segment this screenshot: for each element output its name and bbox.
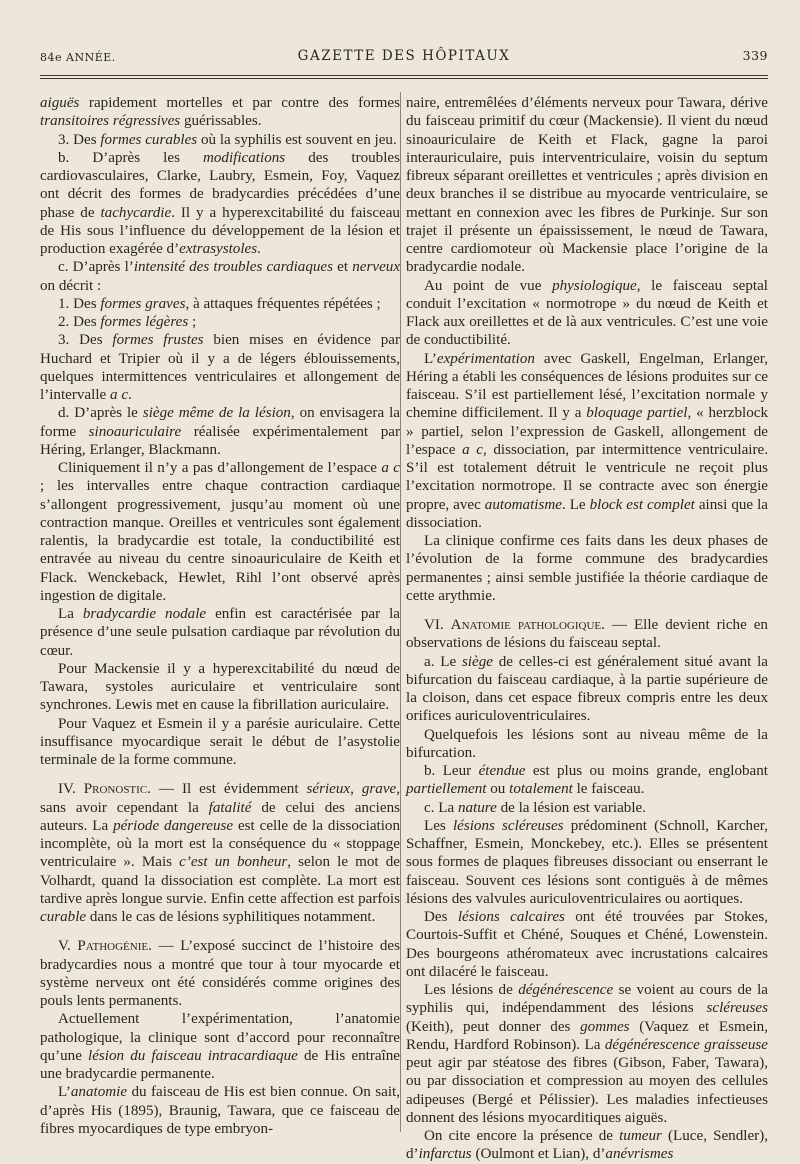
paragraph: Quelquefois les lésions sont au niveau même de la bifurcation. bbox=[406, 726, 768, 761]
paragraph: c. La nature de la lésion est variable. bbox=[424, 799, 647, 816]
paragraph: La bradycardie nodale enfin est caractérisée par la présence d’une seule pulsation cardiaque par révolution du cœur. bbox=[40, 606, 400, 659]
paragraph: L’anatomie du faisceau de His est bien connue. On sait, d’après His (1895), Braunig, Tawara, que ce faisceau de fibres myocardiques de type embryon- bbox=[40, 1084, 400, 1137]
paragraph: d. D’après le siège même de la lésion, on envisagera la forme sinoauriculaire réalisée expérimentalement par Héring, Erlanger, Blackmann. bbox=[40, 405, 400, 458]
page-header bbox=[40, 48, 768, 70]
paragraph: La clinique confirme ces faits dans les deux phases de l’évolution de la forme commune des bradycardies permanentes ; ainsi semble justifiée la théorie cardiaque de cette arythmie. bbox=[406, 533, 768, 604]
column-divider bbox=[400, 92, 401, 1132]
paragraph: 1. Des formes graves, à attaques fréquentes répétées ; bbox=[58, 295, 381, 312]
paragraph: 2. Des formes légères ; bbox=[58, 314, 197, 330]
section-heading-anatomie: VI. Anatomie pathologique. — Elle devient riche en observations de lésions du faisceau septal. bbox=[406, 617, 768, 652]
paragraph: L’expérimentation avec Gaskell, Engelman, Erlanger, Héring a établi les conséquences de lésions produites sur ce faisceau. S’il est partiellement lésé, l’excitation normale y chemine difficilement. Il y a bloquage partiel, « herzblock » partiel, selon l’expression de Gaskell, allongement de l’espace a c, dissociation, par intermittence ventriculaire. S’il est totalement détruit le ventricule ne reçoit plus l’excitation normotrope. Il se contracte avec son énergie propre, avec automatisme. Le block est complet ainsi que la dissociation. bbox=[406, 350, 769, 531]
paragraph: Les lésions de dégénérescence se voient au cours de la syphilis qui, indépendamment des lésions scléreuses (Keith), peut donner des gommes (Vaquez et Esmein, Rendu, Hardford Robinson). La dégénérescence graisseuse peut agir par stéatose des fibres (Gibson, Faber, Tawara), ou par dissociation et compression au moyen des cellules adipeuses (Bergé et Pélissier). Les maladies infectieuses donnent des lésions myocarditiques aiguës. bbox=[406, 982, 768, 1126]
paragraph: naire, entremêlées d’éléments nerveux pour Tawara, dérive du faisceau primitif du cœur (Mackensie). Il vient du nœud sinoauriculaire de Keith et Flack, gagne la paroi interauriculaire, puis interventriculaire, voisin du septum fibreux séparant oreillettes et ventricules ; après division en deux branches il se distribue au myocarde ventriculaire, se mettant en connexion avec les fibres de Purkinje. Sur son trajet il présente un épaississement, le nœud de Tawara, centre cardiomoteur où Mackensie place l’origine de la bradycardie nodale. bbox=[406, 95, 768, 276]
header-rule-top bbox=[40, 75, 768, 76]
paragraph: Au point de vue physiologique, le faisceau septal conduit l’excitation « normotrope » du nœud de Keith et Flack aux oreillettes et de là aux ventricules. C’est une voie de conductibilité. bbox=[406, 277, 768, 349]
paragraph: Les lésions scléreuses prédominent (Schnoll, Karcher, Schaffner, Esmein, Monckebey, etc.). Elles se présentent sous formes de plaques fibreuses dissociant ou enserrant le faisceau. Souvent ces lésions sont contiguës à de mêmes lésions des valvules auriculoventriculaires ou aortiques. bbox=[406, 817, 768, 907]
paragraph: b. D’après les modifications des troubles cardiovasculaires, Clarke, Laubry, Esmein, Foy, Vaquez ont décrit des formes de bradycardies précédées d’une phase de tachycardie. Il y a hyperexcitabilité du faisceau de His sous l’influence du développement de la lésion et production exagérée d’extrasystoles. bbox=[40, 149, 400, 257]
paragraph: a. Le siège de celles-ci est généralement situé avant la bifurcation du faisceau cardiaque, à la partie supérieure de la cloison, dans cet espace fibreux compris entre les deux orifices auriculoventriculaires. bbox=[406, 653, 768, 725]
section-heading-pronostic: IV. Pronostic. — Il est évidemment sérieux, grave, sans avoir cependant la fatalité de celui des anciens auteurs. La période dangereuse est celle de la dissociation incomplète, où la mort est la conséquence du « stoppage ventriculaire ». Mais c’est un bonheur, selon le mot de Volhardt, quand la dissociation est complète. La mort est tardive après longue survie. Enfin cette affection est parfois curable dans le cas de lésions syphilitiques notamment. bbox=[40, 781, 401, 925]
header-rule-bottom bbox=[40, 78, 768, 79]
page-number: 339 bbox=[742, 48, 768, 63]
paragraph: Des lésions calcaires ont été trouvées par Stokes, Courtois-Suffit et Chéné, Souques et Chéné, Lowenstein. Des bourgeons athéromateux avec incrustations calcaires ont dilacéré le faisceau. bbox=[406, 909, 769, 980]
right-column bbox=[406, 94, 768, 1164]
journal-title: GAZETTE DES HÔPITAUX bbox=[297, 48, 511, 64]
paragraph: 3. Des formes curables où la syphilis est souvent en jeu. bbox=[58, 131, 397, 148]
section-heading-pathogenie: V. Pathogénie. — L’exposé succinct de l’histoire des bradycardies nous a montré que tour à tour myocarde et système nerveux ont été considérés comme origines des pouls lents permanents. bbox=[40, 938, 400, 1009]
paragraph: Pour Mackensie il y a hyperexcitabilité du nœud de Tawara, systoles auriculaire et ventriculaire sont synchrones. Lewis met en cause la fibrillation auriculaire. bbox=[40, 660, 400, 714]
paragraph: 3. Des formes frustes bien mises en évidence par Huchard et Tripier où il y a de légers éblouissements, quelques intermittences ventriculaires et allongement de l’intervalle a c. bbox=[40, 332, 401, 403]
paragraph: aiguës rapidement mortelles et par contre des formes transitoires régressives guérissables. bbox=[40, 95, 400, 130]
paragraph: Pour Vaquez et Esmein il y a parésie auriculaire. Cette insuffisance myocardique serait le début de l’asystolie terminale de la forme commune. bbox=[40, 715, 400, 768]
paragraph: b. Leur étendue est plus ou moins grande, englobant partiellement ou totalement le faisceau. bbox=[406, 763, 768, 798]
paragraph: Actuellement l’expérimentation, l’anatomie pathologique, la clinique sont d’accord pour reconnaître qu’une lésion du faisceau intracardiaque de His entraîne une bradycardie permanente. bbox=[40, 1011, 400, 1082]
paragraph: On cite encore la présence de tumeur (Luce, Sendler), d’infarctus (Oulmont et Lian), d’anévrismes bbox=[406, 1128, 768, 1163]
header-year: 84e ANNÉE. bbox=[40, 51, 116, 64]
paragraph: Cliniquement il n’y a pas d’allongement de l’espace a c ; les intervalles entre chaque contraction cardiaque s’allongent progressivement, jusqu’au moment où une contraction manque. Oreilles et ventricules sont également ralentis, la bradycardie est totale, la conductibilité est entravée au niveau du centre sinoauriculaire de Keith et Flack. Wenckeback, Hewlet, Rihl l’ont observé après ingestion de digitale. bbox=[40, 460, 400, 604]
paragraph: c. D’après l’intensité des troubles cardiaques et nerveux on décrit : bbox=[40, 259, 401, 294]
left-column bbox=[40, 94, 400, 1138]
